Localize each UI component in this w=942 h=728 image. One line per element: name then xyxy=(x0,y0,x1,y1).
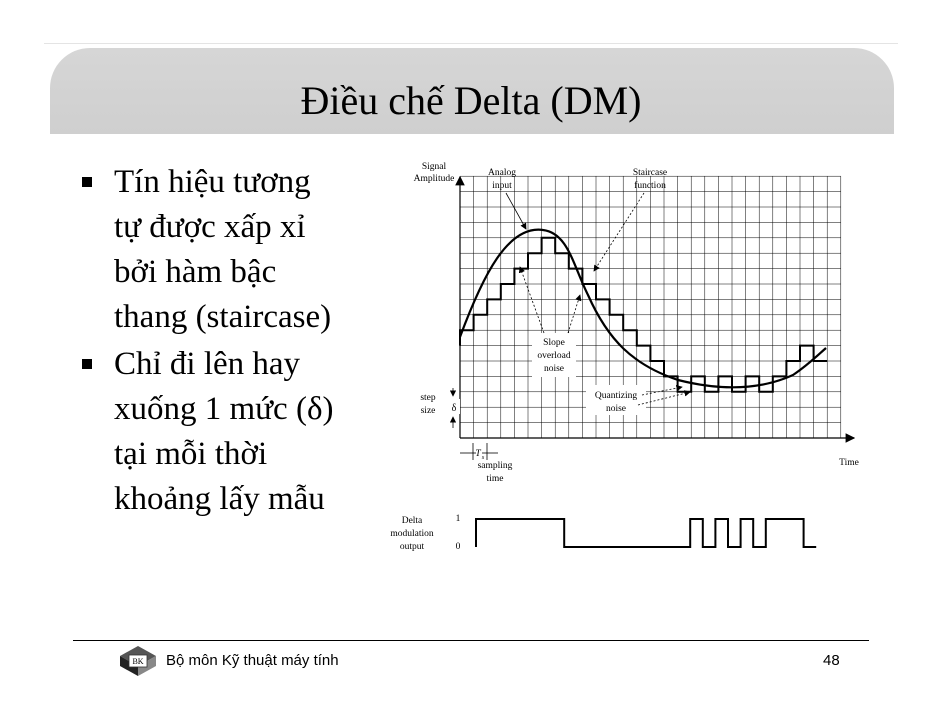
y-axis-label: Signal xyxy=(421,162,447,172)
grid xyxy=(460,176,841,438)
output-label: output xyxy=(399,542,425,552)
slope-overload-label: noise xyxy=(543,364,565,374)
level-zero-label: 0 xyxy=(455,542,461,552)
analog-input-label: input xyxy=(492,181,512,191)
slide-title: Điều chế Delta (DM) xyxy=(300,78,642,123)
slope-pointer xyxy=(568,295,580,333)
staircase-label: function xyxy=(634,181,666,191)
analog-input-pointer xyxy=(506,193,526,229)
staircase-label: Staircase xyxy=(632,168,668,178)
bullet-line: Chỉ đi lên hay xyxy=(114,346,301,382)
bullet-item xyxy=(78,160,378,340)
title-top-rule xyxy=(44,43,898,44)
level-one-label: 1 xyxy=(455,514,461,524)
bullet-line: thang (staircase) xyxy=(114,299,332,335)
output-label: modulation xyxy=(390,529,434,539)
step-size-label: size xyxy=(420,406,436,416)
bullet-line: tại mỗi thời xyxy=(114,436,268,472)
bullet-item xyxy=(78,342,378,522)
analog-input-label: Analog xyxy=(488,168,516,178)
page-number: 48 xyxy=(823,652,840,669)
dm-output-waveform xyxy=(476,519,816,547)
slope-overload-label: overload xyxy=(537,351,571,361)
y-axis-label: Amplitude xyxy=(413,174,455,184)
square-bullet-icon xyxy=(82,359,92,369)
sampling-time-label: time xyxy=(486,474,504,484)
square-bullet-icon xyxy=(82,177,92,187)
quantizing-label: noise xyxy=(605,404,627,414)
delta-symbol: δ xyxy=(451,403,457,414)
step-size-label: step xyxy=(420,393,436,403)
staircase-pointer xyxy=(594,193,644,271)
sampling-time-label: sampling xyxy=(477,461,513,471)
slope-pointer xyxy=(520,267,544,333)
x-axis-label: Time xyxy=(839,458,859,468)
output-label: Delta xyxy=(401,516,423,526)
quantizing-pointer xyxy=(642,387,682,395)
footer-department: Bộ môn Kỹ thuật máy tính xyxy=(166,652,339,669)
bullet-list xyxy=(78,160,378,524)
bullet-line: bởi hàm bậc xyxy=(114,254,277,290)
logo-text: BK xyxy=(132,657,144,666)
bullet-line: xuống 1 mức (δ) xyxy=(114,391,334,427)
slope-overload-label: Slope xyxy=(543,338,565,348)
bk-logo-icon xyxy=(118,645,158,677)
ts-symbol: T xyxy=(475,449,481,459)
bullet-line: khoảng lấy mẫu xyxy=(114,481,325,517)
ts-subscript: s xyxy=(481,454,485,461)
bullet-line: tự được xấp xỉ xyxy=(114,209,306,245)
bullet-line: Tín hiệu tương xyxy=(114,164,311,200)
quantizing-label: Quantizing xyxy=(594,391,638,401)
delta-modulation-diagram xyxy=(390,155,868,575)
footer-rule xyxy=(73,640,869,641)
